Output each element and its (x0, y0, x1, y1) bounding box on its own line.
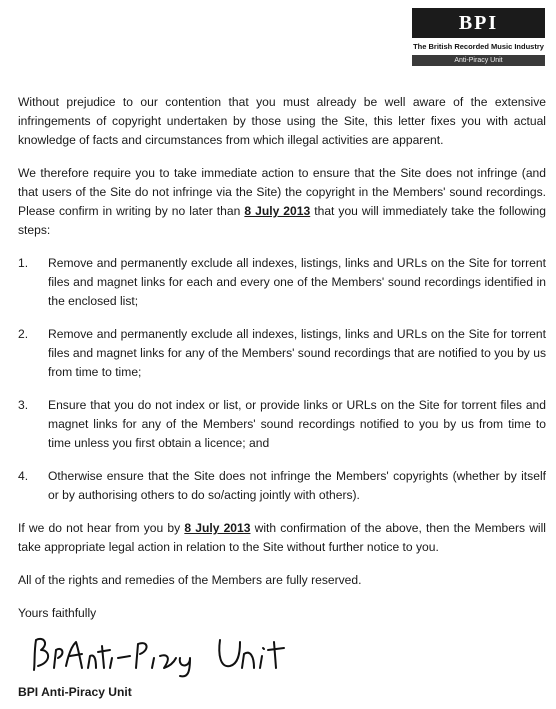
step-number: 2. (18, 327, 29, 341)
step-text: Otherwise ensure that the Site does not infringe the Members' copyrights (whether by itself or by authorising others to do so/acting jointly with others). (48, 469, 546, 502)
requirement-text-end: that you will immediately take the following steps: (18, 204, 547, 237)
step-number: 1. (18, 256, 29, 270)
consequence-text-start: If we do not hear from you by (18, 521, 185, 535)
step-item-1 (18, 254, 546, 311)
step-item-4 (18, 467, 546, 505)
deadline-date: 8 July 2013 (184, 521, 251, 535)
step-text: Remove and permanently exclude all indexes, listings, links and URLs on the Site for torrent files and magnet links for each and every one of the Members' sound recordings identified in the enclosed list; (48, 256, 546, 308)
step-item-3 (18, 396, 546, 453)
logo-name: The British Recorded Music Industry (413, 42, 544, 51)
logo-unit: Anti-Piracy Unit (412, 55, 545, 66)
handwritten-signature (30, 628, 330, 678)
letter-body (18, 93, 546, 631)
step-item-2 (18, 325, 546, 382)
signatory-name: BPI Anti-Piracy Unit (18, 685, 132, 699)
closing: Yours faithfully (18, 606, 97, 620)
requirement-text-start: We therefore require you to take immediate action to ensure that the Site does not infringe (and that users of the Site do not infringe via the Site) the copyright in the Members' sound recordings. Please confirm in writing by no later than (18, 166, 546, 218)
bpi-logo (412, 8, 545, 66)
paragraph-intro: Without prejudice to our contention that you must already be well aware of the extensive infringements of copyright undertaken by those using the Site, this letter fixes you with actual knowledge of facts and circumstances from which illegal activities are apparent. (18, 95, 546, 147)
consequence-text-end: with confirmation of the above, then the Members will take appropriate legal action in relation to the Site without further notice to you. (18, 521, 546, 554)
paragraph-consequence (18, 519, 546, 557)
step-number: 4. (18, 469, 29, 483)
step-text: Remove and permanently exclude all indexes, listings, links and URLs on the Site for torrent files and magnet links for any of the Members' sound recordings that are notified to you by us from time to time; (48, 327, 546, 379)
logo-brand: BPI (412, 8, 545, 38)
paragraph-requirement (18, 164, 546, 240)
deadline-date: 8 July 2013 (244, 204, 311, 218)
step-text: Ensure that you do not index or list, or provide links or URLs on the Site for torrent files and magnet links for any of the Members' sound recordings notified to you by us from time to time unless you first obtain a licence; and (48, 398, 546, 450)
paragraph-rights: All of the rights and remedies of the Members are fully reserved. (18, 573, 362, 587)
step-number: 3. (18, 398, 29, 412)
